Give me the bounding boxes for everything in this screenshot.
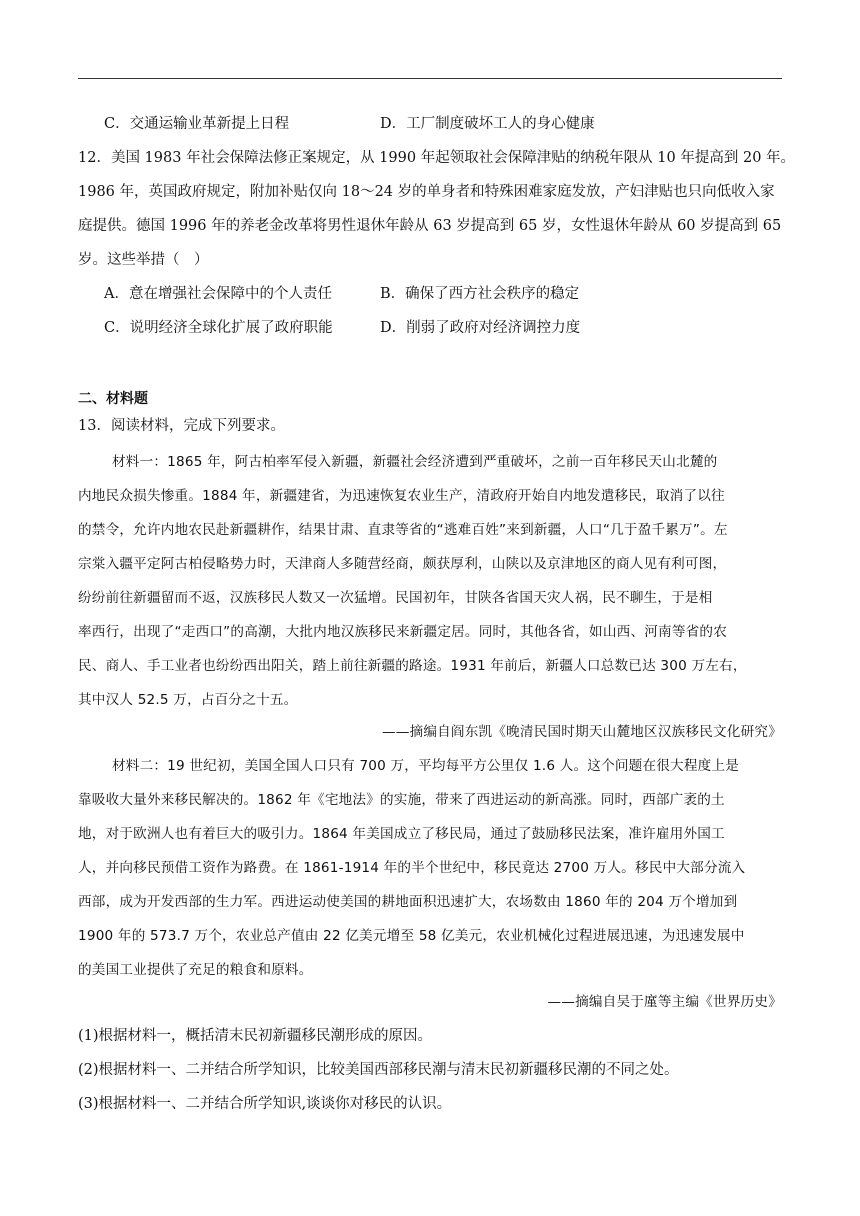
- q13-subquestion-3: (3)根据材料一、二并结合所学知识,谈谈你对移民的认识。: [78, 1096, 452, 1112]
- material1-line-7: 民、商人、手工业者也纷纷西出阳关，踏上前往新疆的路途。1931 年前后，新疆人口总数已达 300 万左右，: [78, 658, 747, 674]
- q12-stem-line-2: 1986 年，英国政府规定，附加补贴仅向 18～24 岁的单身者和特殊困难家庭发放，产妇津贴也只向低收入家: [78, 184, 775, 200]
- material1-line-1: 材料一：1865 年，阿古柏率军侵入新疆，新疆社会经济遭到严重破坏，之前一百年移民天山北麓的: [112, 454, 718, 470]
- q12-stem-line-1: 12．美国 1983 年社会保障法修正案规定，从 1990 年起领取社会保障津贴的纳税年限从 10 年提高到 20 年。: [78, 150, 796, 166]
- section-heading: 二、材料题: [78, 391, 148, 407]
- q12-stem-line-3: 庭提供。德国 1996 年的养老金改革将男性退休年龄从 63 岁提高到 65 岁，女性退休年龄从 60 岁提高到 65: [78, 218, 782, 234]
- page-top-rule: [78, 78, 782, 79]
- q13-stem: 13．阅读材料，完成下列要求。: [78, 418, 285, 434]
- material1-line-4: 宗棠入疆平定阿古柏侵略势力时，天津商人多随营经商，颇获厚利，山陕以及京津地区的商人见有利可图，: [78, 556, 727, 572]
- material1-line-8: 其中汉人 52.5 万，占百分之十五。: [78, 692, 298, 708]
- material2-line-3: 地，对于欧洲人也有着巨大的吸引力。1864 年美国成立了移民局，通过了鼓励移民法案，准许雇用外国工: [78, 826, 725, 842]
- material2-source: ——摘编自吴于廑等主编《世界历史》: [547, 994, 782, 1010]
- q13-subquestion-1: (1)根据材料一，概括清末民初新疆移民潮形成的原因。: [78, 1028, 433, 1044]
- q11-option-c: C．交通运输业革新提上日程: [104, 116, 290, 132]
- q12-option-a: A．意在增强社会保障中的个人责任: [104, 286, 332, 302]
- material2-line-5: 西部，成为开发西部的生力军。西进运动使美国的耕地面积迅速扩大，农场数由 1860 年的 204 万个增加到: [78, 894, 738, 910]
- material1-line-5: 纷纷前往新疆留而不返，汉族移民人数又一次猛增。民国初年，甘陕各省国天灾人祸，民不聊生，于是相: [78, 590, 713, 606]
- material2-line-4: 人，并向移民预借工资作为路费。在 1861-1914 年的半个世纪中，移民竟达 2700 万人。移民中大部分流入: [78, 860, 746, 876]
- q12-option-c: C．说明经济全球化扩展了政府职能: [104, 320, 333, 336]
- material2-line-2: 靠吸收大量外来移民解决的。1862 年《宅地法》的实施，带来了西进运动的新高涨。同时，西部广袤的土: [78, 792, 725, 808]
- q12-option-d: D．削弱了政府对经济调控力度: [380, 320, 581, 336]
- q12-option-b: B．确保了西方社会秩序的稳定: [380, 286, 580, 302]
- q13-subquestion-2: (2)根据材料一、二并结合所学知识，比较美国西部移民潮与清末民初新疆移民潮的不同之处。: [78, 1062, 679, 1078]
- material2-line-7: 的美国工业提供了充足的粮食和原料。: [78, 962, 313, 978]
- material1-source: ——摘编自阎东凯《晚清民国时期天山麓地区汉族移民文化研究》: [381, 724, 782, 740]
- material1-line-3: 的禁令，允许内地农民赴新疆耕作，结果甘肃、直隶等省的“逃难百姓”来到新疆，人口“几于盈千累万”。左: [78, 522, 728, 538]
- material2-line-6: 1900 年的 573.7 万个，农业总产值由 22 亿美元增至 58 亿美元，农业机械化过程进展迅速，为迅速发展中: [78, 928, 745, 944]
- material1-line-6: 率西行，出现了“走西口”的高潮，大批内地汉族移民来新疆定居。同时，其他各省，如山西、河南等省的农: [78, 624, 727, 640]
- q11-option-d: D．工厂制度破坏工人的身心健康: [380, 116, 595, 132]
- q12-stem-line-4: 岁。这些举措（ ）: [78, 252, 209, 268]
- material2-line-1: 材料二：19 世纪初，美国全国人口只有 700 万，平均每平方公里仅 1.6 人。这个问题在很大程度上是: [112, 758, 740, 774]
- material1-line-2: 内地民众损失惨重。1884 年，新疆建省，为迅速恢复农业生产，清政府开始自内地发遣移民，取消了以往: [78, 488, 725, 504]
